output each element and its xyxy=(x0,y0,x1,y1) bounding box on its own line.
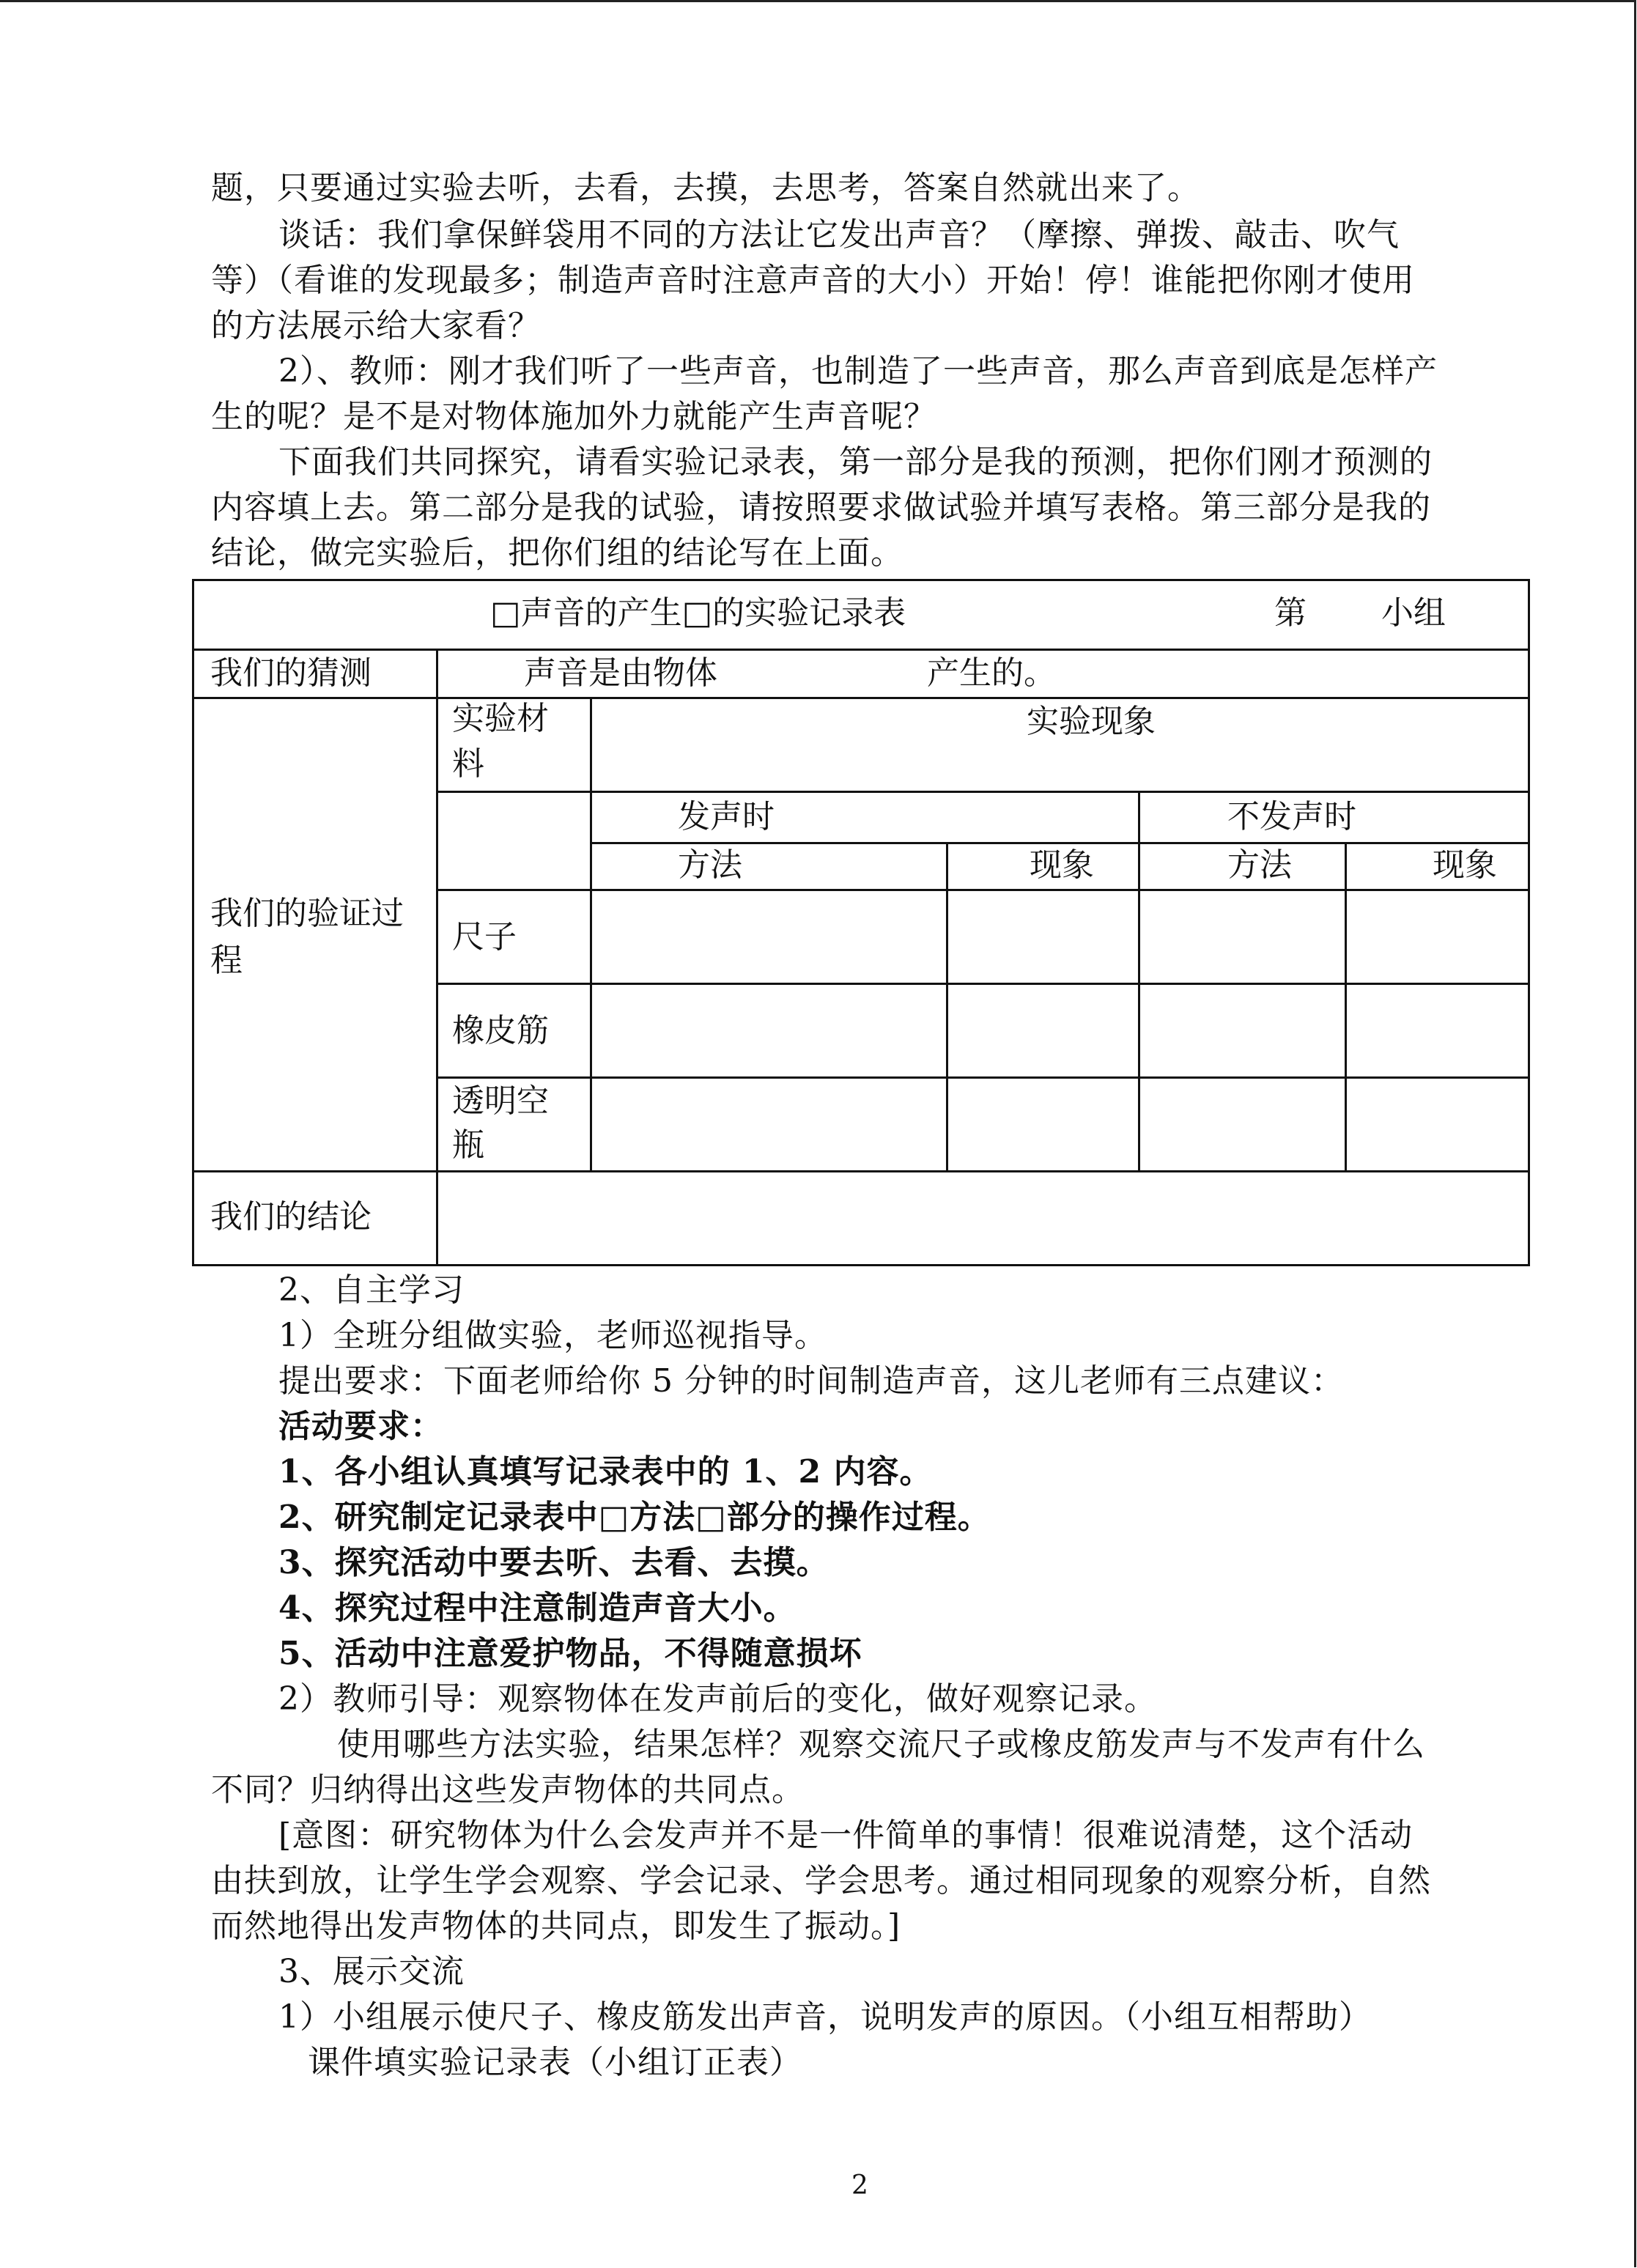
text-line: 内容填上去。第二部分是我的试验，请按照要求做试验并填写表格。第三部分是我的 xyxy=(211,489,1431,526)
text-line: 4、探究过程中注意制造声音大小。 xyxy=(278,1589,797,1627)
text-line: 下面我们共同探究，请看实验记录表，第一部分是我的预测，把你们刚才预测的 xyxy=(278,443,1433,481)
process-label-1: 我们的验证过 xyxy=(210,895,404,932)
not-sounding-header: 不发声时 xyxy=(1227,798,1356,835)
method-header-1: 方法 xyxy=(678,846,742,884)
text-line: 谈话：我们拿保鲜袋用不同的方法让它发出声音？（摩擦、弹拨、敲击、吹气 xyxy=(278,216,1400,254)
row-bottle-1: 透明空 xyxy=(452,1082,549,1120)
text-line: 1）小组展示使尺子、橡皮筋发出声音，说明发声的原因。（小组互相帮助） xyxy=(278,1998,1372,2036)
page-number: 2 xyxy=(851,2171,868,2201)
conclusion-label: 我们的结论 xyxy=(210,1198,372,1235)
text-line: 3、展示交流 xyxy=(278,1953,465,1990)
row-bottle-2: 瓶 xyxy=(452,1126,484,1164)
phenomenon-header-1: 现象 xyxy=(1030,846,1094,884)
guess-label: 我们的猜测 xyxy=(210,654,372,692)
process-label-2: 程 xyxy=(210,942,243,979)
row-ruler: 尺子 xyxy=(452,918,517,956)
text-line: 使用哪些方法实验，结果怎样？观察交流尺子或橡皮筋发声与不发声有什么 xyxy=(337,1726,1425,1763)
group-label-di: 第 xyxy=(1274,594,1307,632)
text-line: 不同？归纳得出这些发声物体的共同点。 xyxy=(211,1771,805,1809)
text-line: 2、研究制定记录表中□方法□部分的操作过程。 xyxy=(278,1499,991,1536)
phenomenon-header-2: 现象 xyxy=(1433,846,1497,884)
record-table xyxy=(192,579,1530,1266)
text-line: 而然地得出发声物体的共同点，即发生了振动。] xyxy=(211,1907,901,1945)
text-line: 3、探究活动中要去听、去看、去摸。 xyxy=(278,1544,829,1581)
text-line: 等）（看谁的发现最多；制造声音时注意声音的大小）开始！停！谁能把你刚才使用 xyxy=(211,262,1415,299)
text-line: 1）全班分组做实验，老师巡视指导。 xyxy=(278,1317,827,1354)
phenomenon-header: 实验现象 xyxy=(1027,703,1156,740)
method-header-2: 方法 xyxy=(1227,846,1292,884)
material-header-1: 实验材 xyxy=(452,700,549,737)
text-line: 2、自主学习 xyxy=(278,1271,465,1309)
group-label-xiaozu: 小组 xyxy=(1381,594,1446,632)
text-line: 2）教师引导：观察物体在发声前后的变化，做好观察记录。 xyxy=(278,1680,1157,1718)
text-line: 提出要求：下面老师给你 5 分钟的时间制造声音，这儿老师有三点建议： xyxy=(278,1362,1344,1400)
text-line: 题，只要通过实验去听，去看，去摸，去思考，答案自然就出来了。 xyxy=(211,169,1200,207)
row-rubber-band: 橡皮筋 xyxy=(452,1012,549,1049)
text-line: 活动要求： xyxy=(278,1408,443,1445)
text-line: 由扶到放，让学生学会观察、学会记录、学会思考。通过相同现象的观察分析，自然 xyxy=(211,1862,1431,1899)
text-line: 的方法展示给大家看？ xyxy=(211,307,541,344)
text-line: 5、活动中注意爱护物品，不得随意损坏 xyxy=(278,1635,862,1672)
guess-text-b: 产生的。 xyxy=(927,654,1056,692)
sounding-header: 发声时 xyxy=(678,798,775,835)
text-line: 生的呢？是不是对物体施加外力就能产生声音呢？ xyxy=(211,398,936,435)
guess-text-a: 声音是由物体 xyxy=(524,654,717,692)
text-line: 结论，做完实验后，把你们组的结论写在上面。 xyxy=(211,534,904,572)
text-line: 课件填实验记录表（小组订正表） xyxy=(308,2044,802,2081)
text-line: 1、各小组认真填写记录表中的 1、2 内容。 xyxy=(278,1453,933,1491)
table-title: □声音的产生□的实验记录表 xyxy=(490,594,906,632)
material-header-2: 料 xyxy=(452,745,484,783)
text-line: 2）、教师：刚才我们听了一些声音，也制造了一些声音，那么声音到底是怎样产 xyxy=(278,352,1438,390)
text-line: [意图：研究物体为什么会发声并不是一件简单的事情！很难说清楚，这个活动 xyxy=(278,1817,1414,1854)
